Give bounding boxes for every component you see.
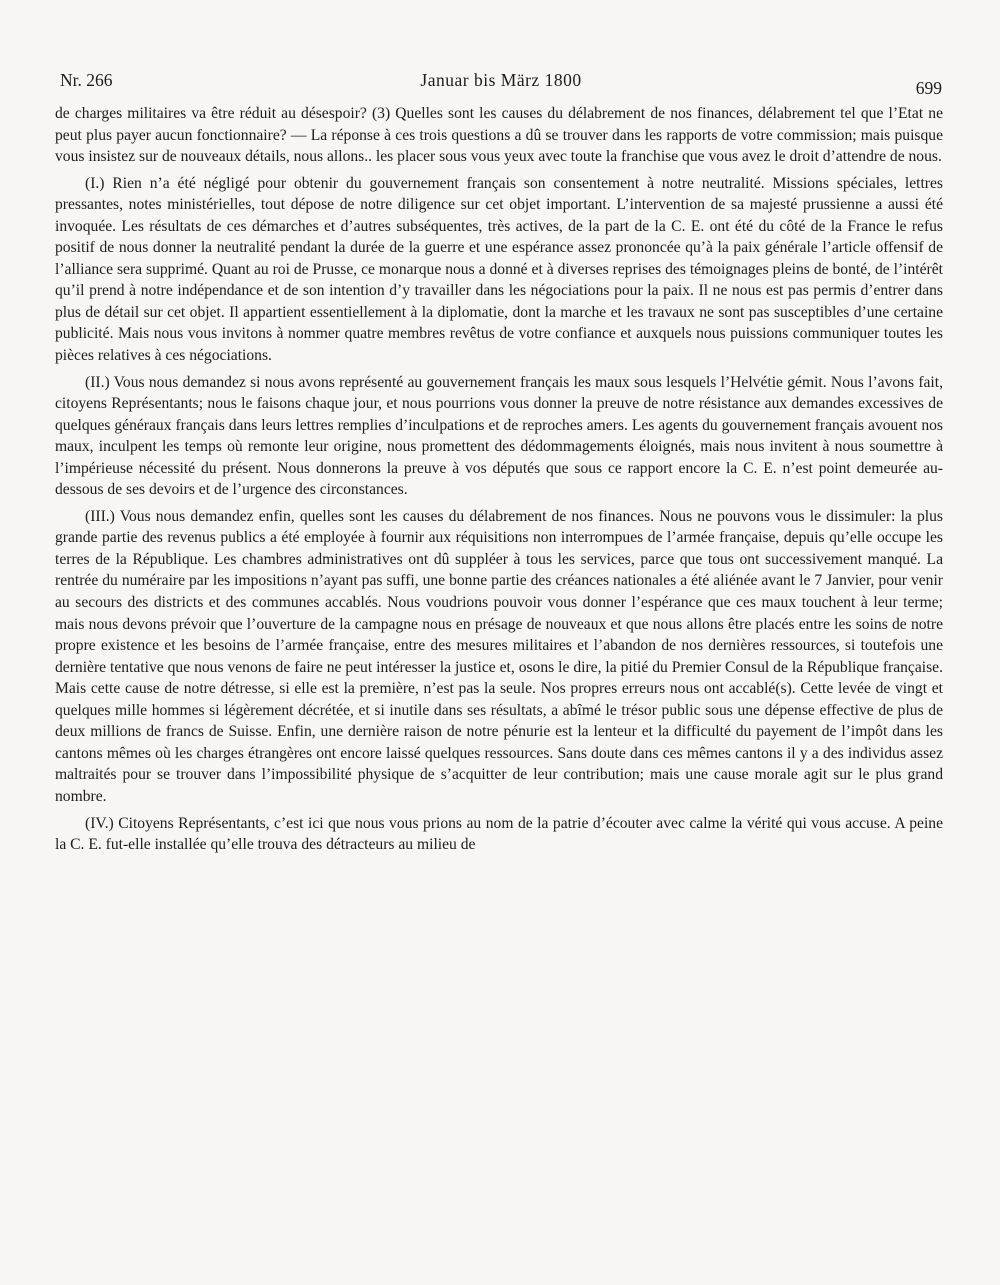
running-title: Januar bis März 1800 (420, 70, 582, 90)
paragraph-continuation: de charges militaires va être réduit au désespoir? (3) Quelles sont les causes du délabrement de nos finances, délabrement tel que l’Etat ne peut plus payer aucun fonctionnaire? — La réponse à ces trois questions a dû se trouver dans les rapports de votre commission; mais puisque vous insistez sur de nouveaux détails, nous allons.. les placer sous vous yeux avec toute la franchise que vous avez le droit d’attendre de nous. (55, 105, 943, 166)
document-number: Nr. 266 (60, 70, 113, 90)
running-head (60, 70, 942, 98)
body-text (55, 103, 943, 856)
page-number: 699 (915, 78, 942, 98)
paragraph-neutrality: (I.) Rien n’a été négligé pour obtenir du gouvernement français son consentement à notre neutralité. Missions spéciales, lettres pressantes, notes ministérielles, tout dépose de notre diligence sur cet objet important. L’intervention de sa majesté prussienne a aussi été invoquée. Les résultats de ces démarches et d’autres subséquentes, très actives, de la part de la C. E. ont été du côté de la France le refus positif de nous donner la neutralité pendant la durée de la guerre et une espérance assez prononcée qu’à la paix générale l’article offensif de l’alliance sera supprimé. Quant au roi de Prusse, ce monarque nous a donné et à diverses reprises des témoignages pleins de bonté, de l’intérêt qu’il prend à notre indépendance et de son intention d’y travailler dans les négociations pour la paix. Il ne nous est pas permis d’entrer dans plus de détail sur cet objet. Il appartient essentiellement à la diplomatie, dont la marche et les travaux ne sont pas susceptibles d’une certaine publicité. Mais nous vous invitons à nommer quatre membres revêtus de votre confiance et auxquels nous puissions communiquer toutes les pièces relatives à ces négociations. (55, 174, 943, 365)
paragraph-truth: (IV.) Citoyens Représentants, c’est ici que nous vous prions au nom de la patrie d’écouter avec calme la vérité qui vous accuse. A peine la C. E. fut-elle installée qu’elle trouva des détracteurs au milieu de (55, 814, 943, 854)
paragraph-finances: (III.) Vous nous demandez enfin, quelles sont les causes du délabrement de nos finances. Nous ne pouvons vous le dissimuler: la plus grande partie des revenus publics a été employée à fournir aux réquisitions non interrompues de l’armée française, depuis qu’elle occupe les terres de la République. Les chambres administratives ont dû suppléer à tous les services, parce que tous ont successivement manqué. La rentrée du numéraire par les impositions n’ayant pas suffi, une bonne partie des créances nationales a été aliénée avant le 7 Janvier, pour venir au secours des districts et des communes accablés. Nous voudrions pouvoir vous donner l’espérance que ces maux touchent à leur terme; mais nous devons prévoir que l’ouverture de la campagne nous en présage de nouveaux et que nous allons être placés entre les soins de notre propre existence et les besoins de l’armée française, entre des mesures militaires et l’abandon de nos dernières ressources, si toutefois une dernière tentative que nous venons de faire ne peut intéresser la justice et, osons le dire, la pitié du Premier Consul de la République française. Mais cette cause de notre détresse, si elle est la première, n’est pas la seule. Nos propres erreurs nous ont accablé(s). Cette levée de vingt et quelques mille hommes si légèrement décrétée, et si inutile dans ses résultats, a abîmé le trésor public sous une dépense effective de plus de deux millions de francs de Suisse. Enfin, une dernière raison de notre pénurie est la lenteur et la difficulté du payement de l’impôt dans les cantons mêmes où les charges étrangères ont encore laissé quelques ressources. Sans doute dans ces mêmes cantons il y a des individus assez maltraités pour se trouver dans l’impossibilité physique de s’acquitter de leur contribution; mais une cause morale agit sur le plus grand nombre. (55, 507, 943, 805)
paragraph-grievances: (II.) Vous nous demandez si nous avons représenté au gouvernement français les maux sous lesquels l’Helvétie gémit. Nous l’avons fait, citoyens Représentants; nous le faisons chaque jour, et nous pourrions vous donner la preuve de notre résistance aux demandes excessives de quelques généraux français dans leurs lettres remplies d’inculpations et de reproches amers. Les agents du gouvernement français avouent nos maux, inculpent les temps où remonte leur origine, nous promettent des dédommagements éloignés, mais nous invitent à nous soumettre à l’impérieuse nécessité du présent. Nous donnerons la preuve à vos députés que sous ce rapport encore la C. E. n’est point demeurée au-dessous de ses devoirs et de l’urgence des circonstances. (55, 373, 943, 499)
